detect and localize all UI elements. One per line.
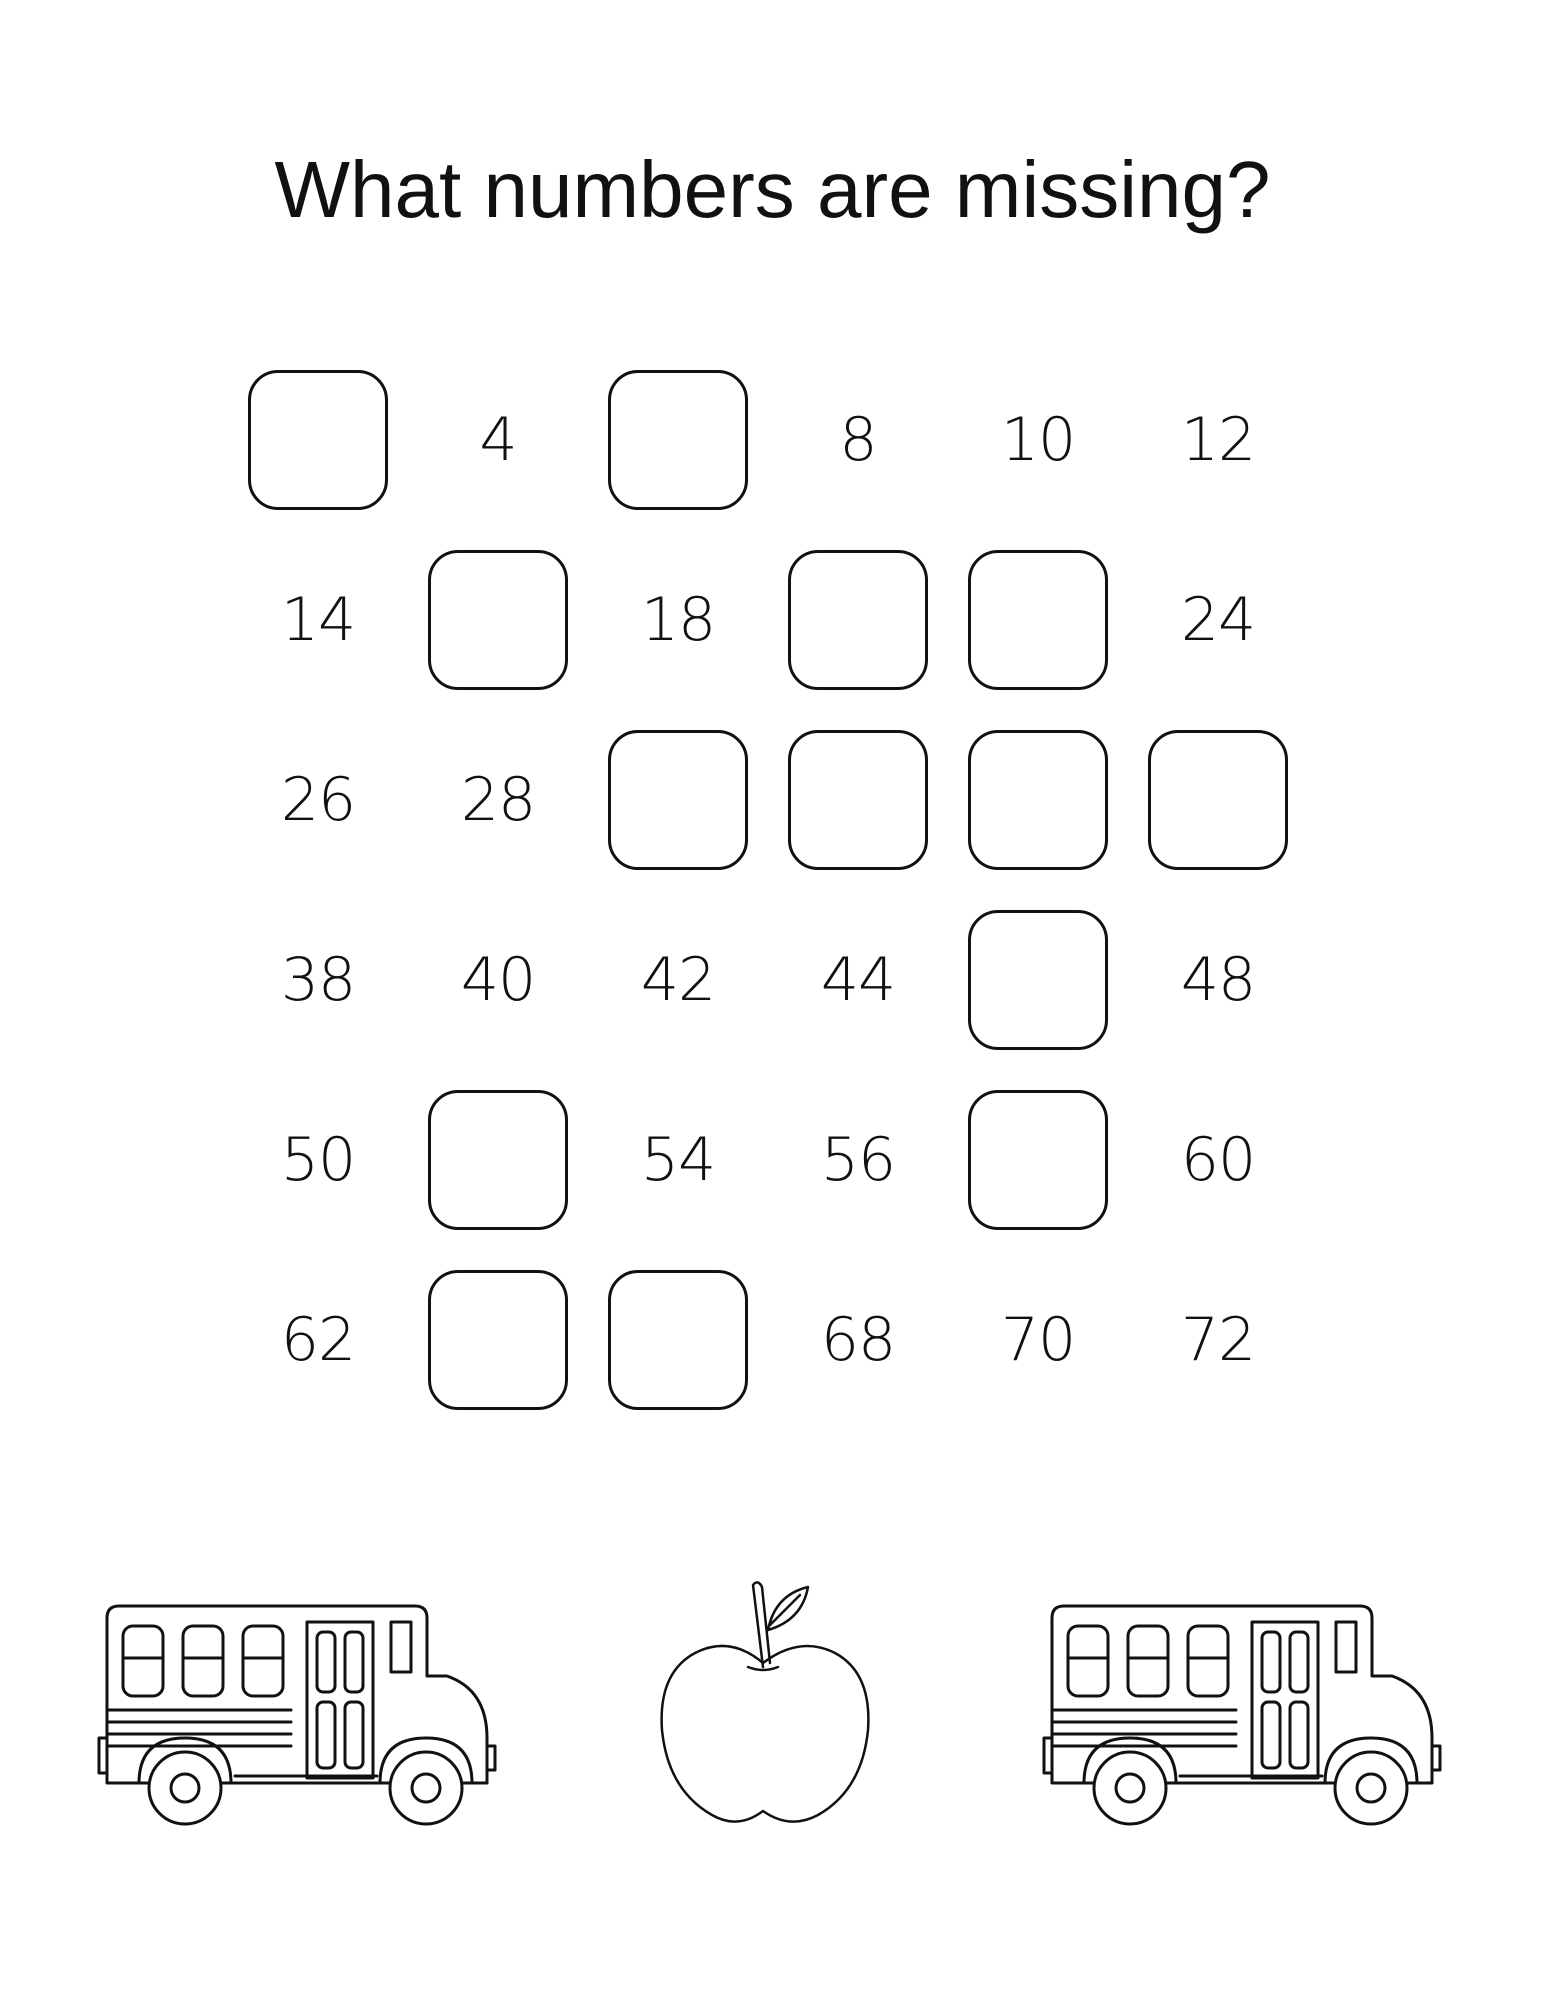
grid-number: [428, 370, 568, 510]
grid-number: [428, 910, 568, 1050]
grid-number: [248, 550, 388, 690]
school-bus-icon: [1040, 1598, 1445, 1838]
answer-box[interactable]: [788, 730, 928, 870]
grid-number: [788, 1090, 928, 1230]
grid-number: [248, 730, 388, 870]
grid-number-label: 48: [1180, 945, 1256, 1015]
answer-box[interactable]: [968, 910, 1108, 1050]
answer-box[interactable]: [968, 1090, 1108, 1230]
answer-box[interactable]: [608, 730, 748, 870]
grid-number: [428, 730, 568, 870]
grid-number-label: 44: [820, 945, 896, 1015]
school-bus-icon: [95, 1598, 500, 1838]
grid-number-label: 12: [1180, 405, 1256, 475]
answer-box[interactable]: [428, 550, 568, 690]
grid-number: [608, 910, 748, 1050]
page-title: What numbers are missing?: [274, 145, 1271, 234]
grid-number-label: 68: [820, 1305, 896, 1375]
answer-box[interactable]: [788, 550, 928, 690]
grid-number: [1148, 550, 1288, 690]
grid-number-label: 24: [1180, 585, 1256, 655]
answer-box[interactable]: [248, 370, 388, 510]
grid-number: [788, 370, 928, 510]
grid-number: [608, 1090, 748, 1230]
grid-number: [968, 1270, 1108, 1410]
grid-number: [1148, 370, 1288, 510]
apple-icon: [650, 1575, 880, 1830]
answer-box[interactable]: [1148, 730, 1288, 870]
grid-number: [608, 550, 748, 690]
grid-number-label: 54: [640, 1125, 716, 1195]
grid-number: [248, 1270, 388, 1410]
grid-number-label: 26: [280, 765, 356, 835]
grid-number-label: 8: [839, 405, 877, 475]
grid-number-label: 4: [479, 405, 517, 475]
answer-box[interactable]: [608, 370, 748, 510]
grid-number-label: 28: [460, 765, 536, 835]
grid-number: [248, 1090, 388, 1230]
grid-number-label: 40: [460, 945, 536, 1015]
grid-number: [1148, 1270, 1288, 1410]
grid-number-label: 70: [1000, 1305, 1076, 1375]
grid-number-label: 62: [280, 1305, 356, 1375]
answer-box[interactable]: [968, 550, 1108, 690]
grid-number: [1148, 1090, 1288, 1230]
grid-number-label: 18: [640, 585, 716, 655]
answer-box[interactable]: [428, 1270, 568, 1410]
grid-number: [788, 1270, 928, 1410]
grid-number-label: 42: [640, 945, 716, 1015]
grid-number: [248, 910, 388, 1050]
grid-number-label: 56: [820, 1125, 896, 1195]
grid-number: [788, 910, 928, 1050]
answer-box[interactable]: [968, 730, 1108, 870]
answer-box[interactable]: [428, 1090, 568, 1230]
grid-number-label: 50: [280, 1125, 356, 1195]
grid-number-label: 38: [280, 945, 356, 1015]
grid-number-label: 72: [1180, 1305, 1256, 1375]
grid-number-label: 10: [1000, 405, 1076, 475]
grid-number: [968, 370, 1108, 510]
grid-number-label: 14: [280, 585, 356, 655]
answer-box[interactable]: [608, 1270, 748, 1410]
grid-number-label: 60: [1180, 1125, 1256, 1195]
grid-number: [1148, 910, 1288, 1050]
